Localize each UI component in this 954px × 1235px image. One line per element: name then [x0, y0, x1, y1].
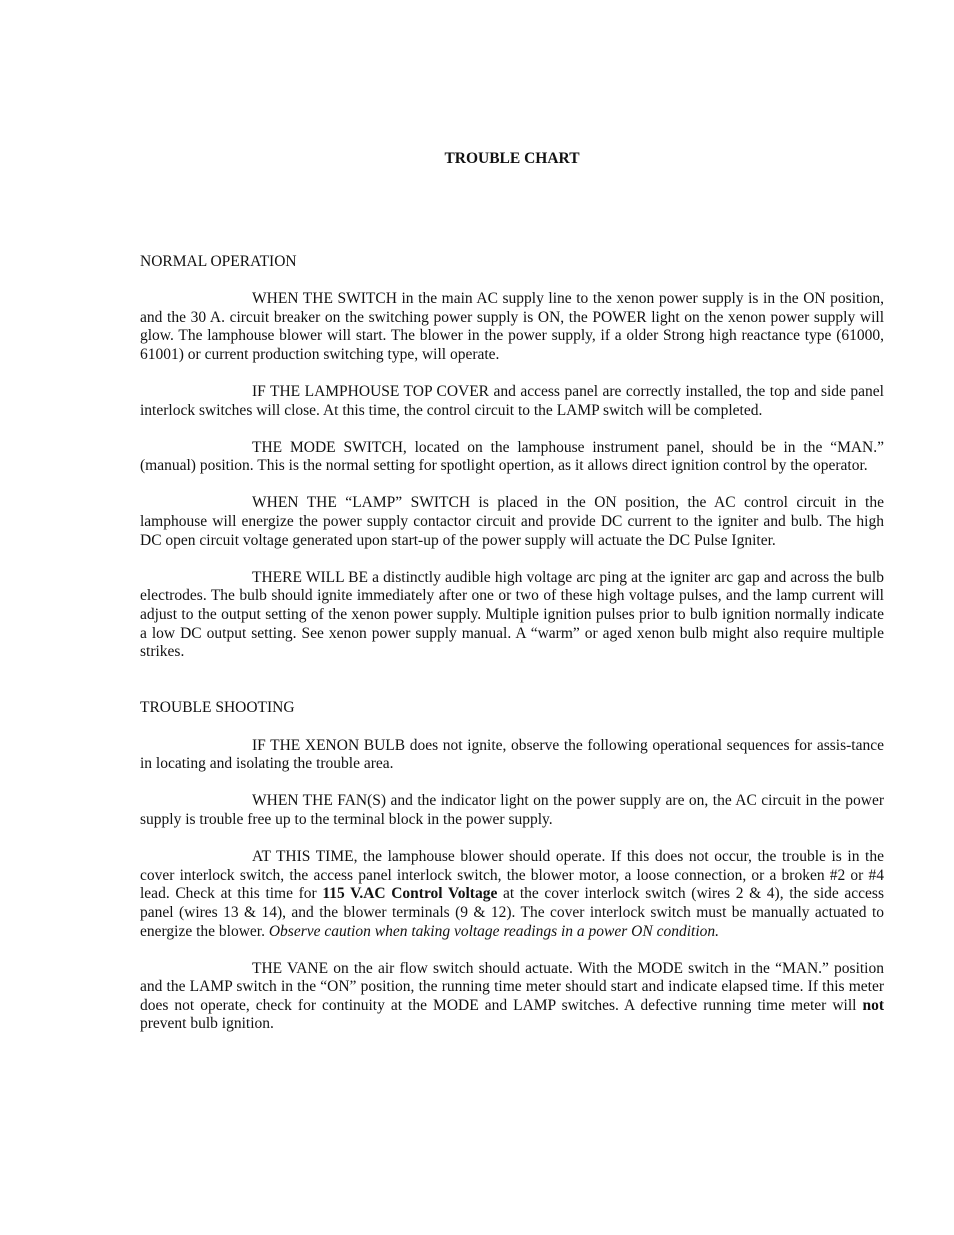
paragraph: IF THE LAMPHOUSE TOP COVER and access panel are correctly installed, the top and side panel interlock switches will close. At this time, the control circuit to the LAMP switch will be completed.: [140, 383, 884, 419]
document-title: TROUBLE CHART: [444, 150, 580, 167]
paragraph: [140, 848, 884, 941]
document-page: [140, 150, 884, 1053]
paragraph: THERE WILL BE a distinctly audible high voltage arc ping at the igniter arc gap and across the bulb electrodes. The bulb should ignite immediately after one or two of these high voltage pulses, and the lamp current will adjust to the output setting of the xenon power supply. Multiple ignition pulses prior to bulb ignition normally indicate a low DC output setting. See xenon power supply manual. A “warm” or aged xenon bulb might also require multiple strikes.: [140, 568, 884, 661]
section-spacer: [140, 680, 884, 699]
not-emphasis: not: [862, 996, 884, 1014]
section-heading: TROUBLE SHOOTING: [140, 699, 295, 717]
paragraph: WHEN THE “LAMP” SWITCH is placed in the ON position, the AC control circuit in the lamphouse will energize the power supply contactor circuit and provide DC current to the igniter and bulb. The high DC open circuit voltage generated upon start-up of the power supply will actuate the DC Pulse Igniter.: [140, 494, 884, 549]
section-heading: NORMAL OPERATION: [140, 252, 297, 270]
caution-note: Observe caution when taking voltage readings in a power ON condition.: [268, 922, 720, 940]
section-trouble-shooting: [140, 699, 884, 1034]
section-normal-operation: [140, 253, 884, 662]
paragraph: THE MODE SWITCH, located on the lamphouse instrument panel, should be in the “MAN.” (manual) position. This is the normal setting for spotlight opertion, as it allows direct ignition control by the operator.: [140, 438, 884, 475]
paragraph-text: THE VANE on the air flow switch should actuate. With the MODE switch in the “MAN.” position and the LAMP switch in the “ON” position, the running time meter should start and indicate elapsed time. If this meter does not operate, check for continuity at the MODE and LAMP switches. A defective running time meter will: [140, 959, 884, 1014]
control-voltage-emphasis: 115 V.AC Control Voltage: [322, 885, 498, 903]
paragraph: IF THE XENON BULB does not ignite, observe the following operational sequences for assis-tance in locating and isolating the trouble area.: [140, 736, 884, 773]
paragraph-text: prevent bulb ignition.: [140, 1015, 274, 1033]
paragraph: WHEN THE SWITCH in the main AC supply line to the xenon power supply is in the ON position, and the 30 A. circuit breaker on the switching power supply is ON, the POWER light on the xenon power supply will glow. The lamphouse blower will start. The blower in the power supply, if a older Strong high reactance type (61000, 61001) or current production switching type, will operate.: [140, 290, 884, 363]
paragraph-text: at the cover interlock switch (wires 2 & 4), the side access panel (wires 13 & 14), and the blower terminals (9 & 12). The cover interlock switch must be manually actuated to energize the blower.: [140, 885, 884, 940]
paragraph: [140, 960, 884, 1034]
paragraph-text: AT THIS TIME, the lamphouse blower should operate. If this does not occur, the trouble is in the cover interlock switch, the access panel interlock switch, the blower motor, a loose connection, or a broken #2 or #4 lead. Check at this time for: [140, 848, 884, 903]
paragraph: WHEN THE FAN(S) and the indicator light on the power supply are on, the AC circuit in the power supply is trouble free up to the terminal block in the power supply.: [140, 792, 884, 829]
